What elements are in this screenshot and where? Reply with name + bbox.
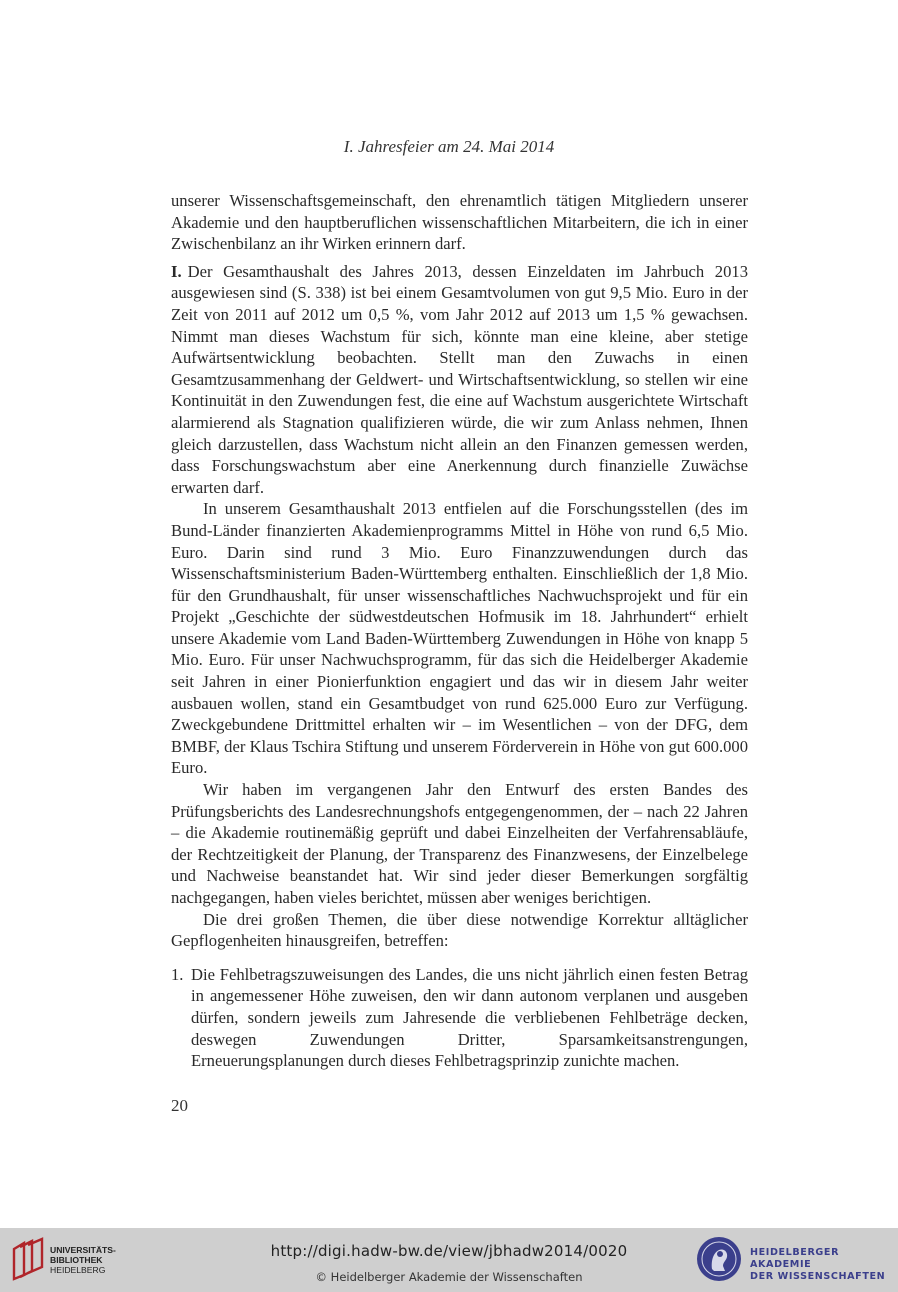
section-paragraph [171, 261, 748, 499]
section-number: I. [171, 261, 182, 281]
ub-line-2: BIBLIOTHEK [50, 1255, 103, 1265]
running-head: I. Jahresfeier am 24. Mai 2014 [343, 137, 555, 156]
page-number: 20 [171, 1096, 188, 1115]
copyright-notice: © Heidelberger Akademie der Wissenschaften [315, 1270, 583, 1284]
footer-bar [0, 1228, 898, 1292]
paragraph: Wir haben im vergangenen Jahr den Entwurf des ersten Bandes des Prüfungsberichts des Landesrechnungshofs entgegengenommen, der – nach 22 Jahren – die Akademie routinemäßig geprüft und dabei Einzelheiten der Verfahrensabläufe, der Rechtzeitigkeit der Planung, der Transparenz des Finanzwesens, der Einzelbelege und Nachweise beanstandet hat. Wir sind jeder dieser Bemerkungen sorgfältig nachgegangen, haben vieles berichtet, müssen aber weniges berichtigen. [171, 780, 748, 907]
hadw-seal-icon[interactable] [695, 1235, 743, 1283]
page-body [171, 190, 748, 1072]
hadw-line-1: HEIDELBERGER AKADEMIE [750, 1247, 840, 1270]
ub-line-1: UNIVERSITÄTS- [50, 1245, 116, 1255]
section-text: Der Gesamthaushalt des Jahres 2013, dessen Einzeldaten im Jahrbuch 2013 ausgewiesen sind (S. 338) ist bei einem Gesamtvolumen von gut 9,5 Mio. Euro in der Zeit von 2011 auf 2012 um 0,5 %, vom Jahr 2012 auf 2013 um 1,5 % gewachsen. Nimmt man dieses Wachstum für sich, könnte man eine kleine, aber stetige Aufwärtsentwicklung beobachten. Stellt man den Zuwachs in einen Gesamtzusammenhang der Geldwert- und Wirtschaftsentwicklung, so stellen wir eine Kontinuität in den Zuwendungen fest, die eine auf Wachstum ausgerichtete Wirtschaft alarmierend als Stagnation qualifizieren würde, die wir zum Anlass nehmen, Ihnen gleich darzustellen, dass Wachstum nicht allein an den Finanzen gemessen werden, dass Forschungswachstum aber eine Anerkennung durch finanzielle Zuwächse erwarten darf. [171, 261, 748, 497]
paragraph: In unserem Gesamthaushalt 2013 entfielen auf die Forschungsstellen (des im Bund-Länder finanzierten Akademienprogramms Mittel in Höhe von rund 6,5 Mio. Euro. Darin sind rund 3 Mio. Euro Finanzzuwendungen durch das Wissenschaftsministerium Baden-Württemberg enthalten. Einschließlich der 1,8 Mio. für den Grundhaushalt, für unser wissenschaftliches Nachwuchsprojekt und für ein Projekt „Geschichte der südwestdeutschen Hofmusik im 18. Jahrhundert“ erhielt unsere Akademie vom Land Baden-Württemberg Zuwendungen in Höhe von knapp 5 Mio. Euro. Für unser Nachwuchsprogramm, für das sich die Heidelberger Akademie seit Jahren in einer Pionierfunktion engagiert und das wir in diesem Jahr weiter ausbauen wollen, stand ein Gesamtbudget von rund 625.000 Euro zur Verfügung. Zweckgebundene Drittmittel erhalten wir – im Wesentlichen – von der DFG, dem BMBF, der Klaus Tschira Stiftung und unserem Förderverein in Höhe von gut 600.000 Euro. [171, 499, 748, 778]
list-number: 1. [171, 964, 184, 984]
paragraph: Die drei großen Themen, die über diese notwendige Korrektur alltäglicher Gepflogenheiten hinausgreifen, betreffen: [171, 909, 748, 951]
permalink-url[interactable]: http://digi.hadw-bw.de/view/jbhadw2014/0020 [270, 1242, 628, 1260]
paragraph: unserer Wissenschaftsgemeinschaft, den ehrenamtlich tätigen Mitgliedern unserer Akademie und den hauptberuflichen wissenschaftlichen Mitarbeitern, die ich in einer Zwischenbilanz an ihr Wirken erinnern darf. [171, 191, 748, 254]
ub-line-3: HEIDELBERG [50, 1265, 106, 1275]
hadw-wordmark[interactable] [750, 1247, 898, 1283]
list-item [171, 964, 748, 1072]
list-text: Die Fehlbetragszuweisungen des Landes, die uns nicht jährlich einen festen Betrag in angemessener Höhe zuweisen, den wir dann autonom verplanen und ausgeben dürfen, sondern jeweils zum Jahresende die verbliebenen Fehlbeträge decken, deswegen Zuwendungen Dritter, Sparsamkeitsanstrengungen, Erneuerungsplanungen durch dieses Fehlbetragsprinzip zunichte machen. [191, 964, 748, 1071]
hadw-line-2: DER WISSENSCHAFTEN [750, 1271, 886, 1282]
